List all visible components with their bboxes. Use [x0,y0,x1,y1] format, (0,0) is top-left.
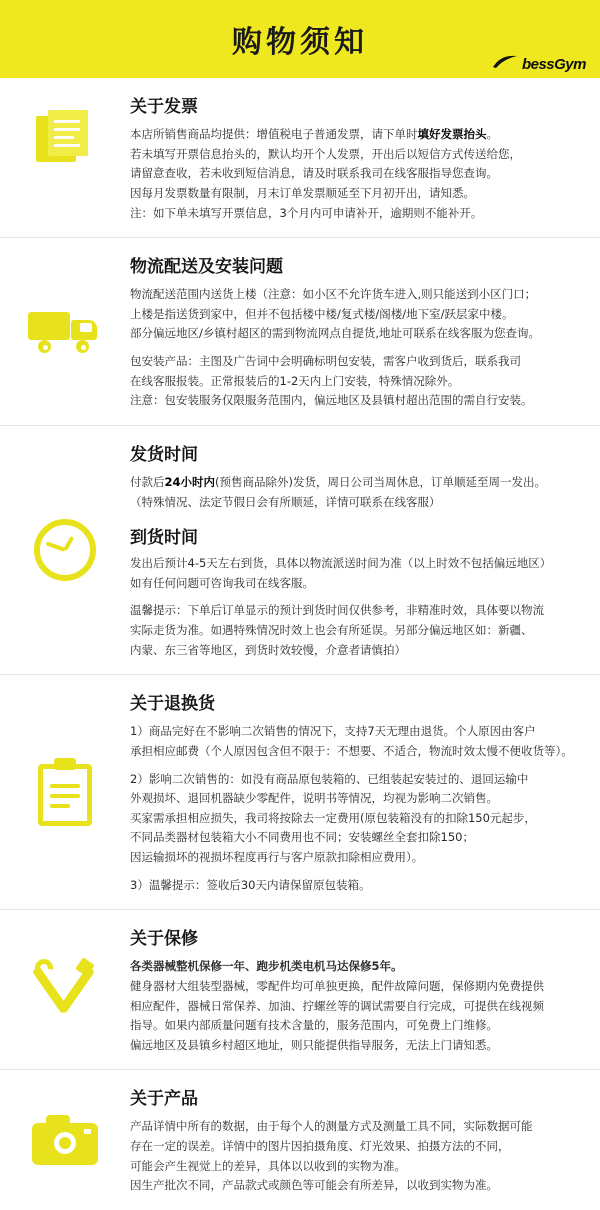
invoice-body [130,92,590,223]
returns-body [130,689,590,895]
page-title: 购物须知 [232,25,368,60]
swoosh-logo-icon [492,55,518,74]
product-icon-column [0,1084,130,1196]
returns-line-1: 1）商品完好在不影响二次销售的情况下，支持7天无理由退货。个人原因由客户 [130,724,536,739]
product-line-3: 可能会产生视觉上的差异，具体以以收到的实物为准。 [130,1158,406,1173]
returns-line-8: 3）温馨提示：签收后30天内请保留原包装箱。 [130,877,371,892]
returns-line-6: 不同品类器材包装箱大小不同费用也不同；安装螺丝全套扣除150； [130,830,474,845]
returns-line-3: 2）影响二次销售的：如没有商品原包装箱的、已组装起安装过的、退回运输中 [130,771,529,786]
shipping-line-2: （特殊情况、法定节假日会有所顺延，详情可联系在线客服） [130,494,441,509]
product-line-2: 存在一定的误差。详情中的图片因拍摄角度、灯光效果、拍摄方法的不同， [130,1139,510,1153]
warranty-line-1: 各类器械整机保修一年、跑步机类电机马达保修5年。 [130,959,403,974]
invoice-line-3: 请留意查收，若未收到短信消息，请及时联系我司在线客服指导您查询。 [130,166,498,181]
clock-icon [34,519,96,581]
brand-name: bessGym [521,56,586,73]
brand-logo [492,55,586,74]
logistics-icon-column [0,252,130,411]
invoice-line-1: 本店所销售商品均提供：增值税电子普通发票，请下单时填好发票抬头。 [130,127,498,141]
section-logistics [0,238,600,426]
logistics-line-1: 物流配送范围内送货上楼（注意：如小区不允许货车进入,则只能送到小区门口； [130,287,537,302]
warranty-line-4: 指导。如果内部质量问题有技术含量的，服务范围内，可免费上门维修。 [130,1018,498,1033]
arrival-line-4: 实际走货为准。如遇特殊情况时效上也会有所延误。另部分偏远地区如：新疆、 [130,623,533,637]
returns-title: 关于退换货 [130,694,215,715]
logistics-title: 物流配送及安装问题 [130,257,283,278]
returns-line-4: 外观损坏、退回机器缺少零配件，说明书等情况，均视为影响二次销售。 [130,791,498,806]
section-shipping-time [0,426,600,675]
invoice-title: 关于发票 [130,97,198,117]
warranty-line-3: 相应配件，器械日常保养、加油、拧螺丝等的调试需要自行完成，可提供在线视频 [130,998,544,1013]
invoice-line-5: 注：如下单未填写开票信息，3个月内可申请补开，逾期则不能补开。 [130,205,483,220]
returns-icon-column [0,689,130,895]
invoice-line-2: 若未填写开票信息抬头的，默认均开个人发票，开出后以短信方式传送给您， [130,146,521,161]
returns-line-7: 因运输损坏的视损坏程度再行与客户原款扣除相应费用）。 [130,850,424,864]
arrival-line-2: 如有任何问题可咨询我司在线客服。 [130,575,314,590]
returns-line-2: 承担相应邮费（个人原因包含但不限于：不想要、不适合，物流时效太慢不便收货等）。 [130,743,573,758]
shipping-body [130,440,590,660]
logistics-line-3: 部分偏远地区/乡镇村超区的需到物流网点自提货,地址可联系在线客服为您查询。 [130,326,541,341]
shipping-icon-column [0,440,130,660]
page-header [0,0,600,78]
returns-line-5: 买家需承担相应损失，我司将按除去一定费用(原包装箱没有的扣除150元起步， [130,810,536,825]
arrival-line-3: 温馨提示：下单后订单显示的预计到货时间仅供参考，非精准时效，具体要以物流 [130,603,544,618]
section-returns [0,675,600,910]
logistics-line-4: 包安装产品：主图及广告词中会明确标明包安装，需客户收到货后，联系我司 [130,354,521,368]
section-invoice [0,78,600,238]
product-body [130,1084,590,1196]
invoice-line-4: 因每月发票数量有限制，月末订单发票顺延至下月初开出，请知悉。 [130,185,475,200]
tools-icon [32,959,98,1021]
product-line-4: 因生产批次不同，产品款式或颜色等可能会有所差异，以收到实物为准。 [130,1178,498,1193]
product-title: 关于产品 [130,1089,198,1110]
arrival-line-1: 发出后预计4-5天左右到货，具体以物流派送时间为准（以上时效不包括偏远地区） [130,556,552,571]
logistics-line-6: 注意：包安装服务仅限服务范围内，偏远地区及县镇村超出范围的需自行安装。 [130,393,533,408]
truck-icon [28,308,102,356]
section-warranty [0,910,600,1070]
warranty-icon-column [0,924,130,1055]
document-icon [36,110,94,168]
warranty-line-2: 健身器材大组装型器械，零配件均可单独更换，配件故障问题，保修期内免费提供 [130,978,544,993]
invoice-icon-column [0,92,130,223]
shipping-time-title: 发货时间 [130,444,198,465]
camera-icon [32,1115,98,1165]
logistics-line-2: 上楼是指送货到家中，但并不包括楼中楼/复式楼/阁楼/地下室/跃层家中楼。 [130,306,514,321]
warranty-title: 关于保修 [130,929,198,950]
arrival-time-title: 到货时间 [130,528,198,549]
warranty-body [130,924,590,1055]
section-product [0,1070,600,1210]
arrival-line-5: 内蒙、东三省等地区，到货时效较慢，介意者请慎拍） [130,642,406,657]
logistics-body [130,252,590,411]
product-line-1: 产品详情中所有的数据，由于每个人的测量方式及测量工具不同，实际数据可能 [130,1119,533,1134]
warranty-line-5: 偏远地区及县镇乡村超区地址，则只能提供指导服务，无法上门请知悉。 [130,1037,498,1052]
clipboard-icon [38,758,92,826]
logistics-line-5: 在线客服报装。正常报装后的1-2天内上门安装，特殊情况除外。 [130,373,460,388]
shipping-line-1: 付款后24小时内(预售商品除外)发货，周日公司当周休息，订单顺延至周一发出。 [130,474,546,489]
